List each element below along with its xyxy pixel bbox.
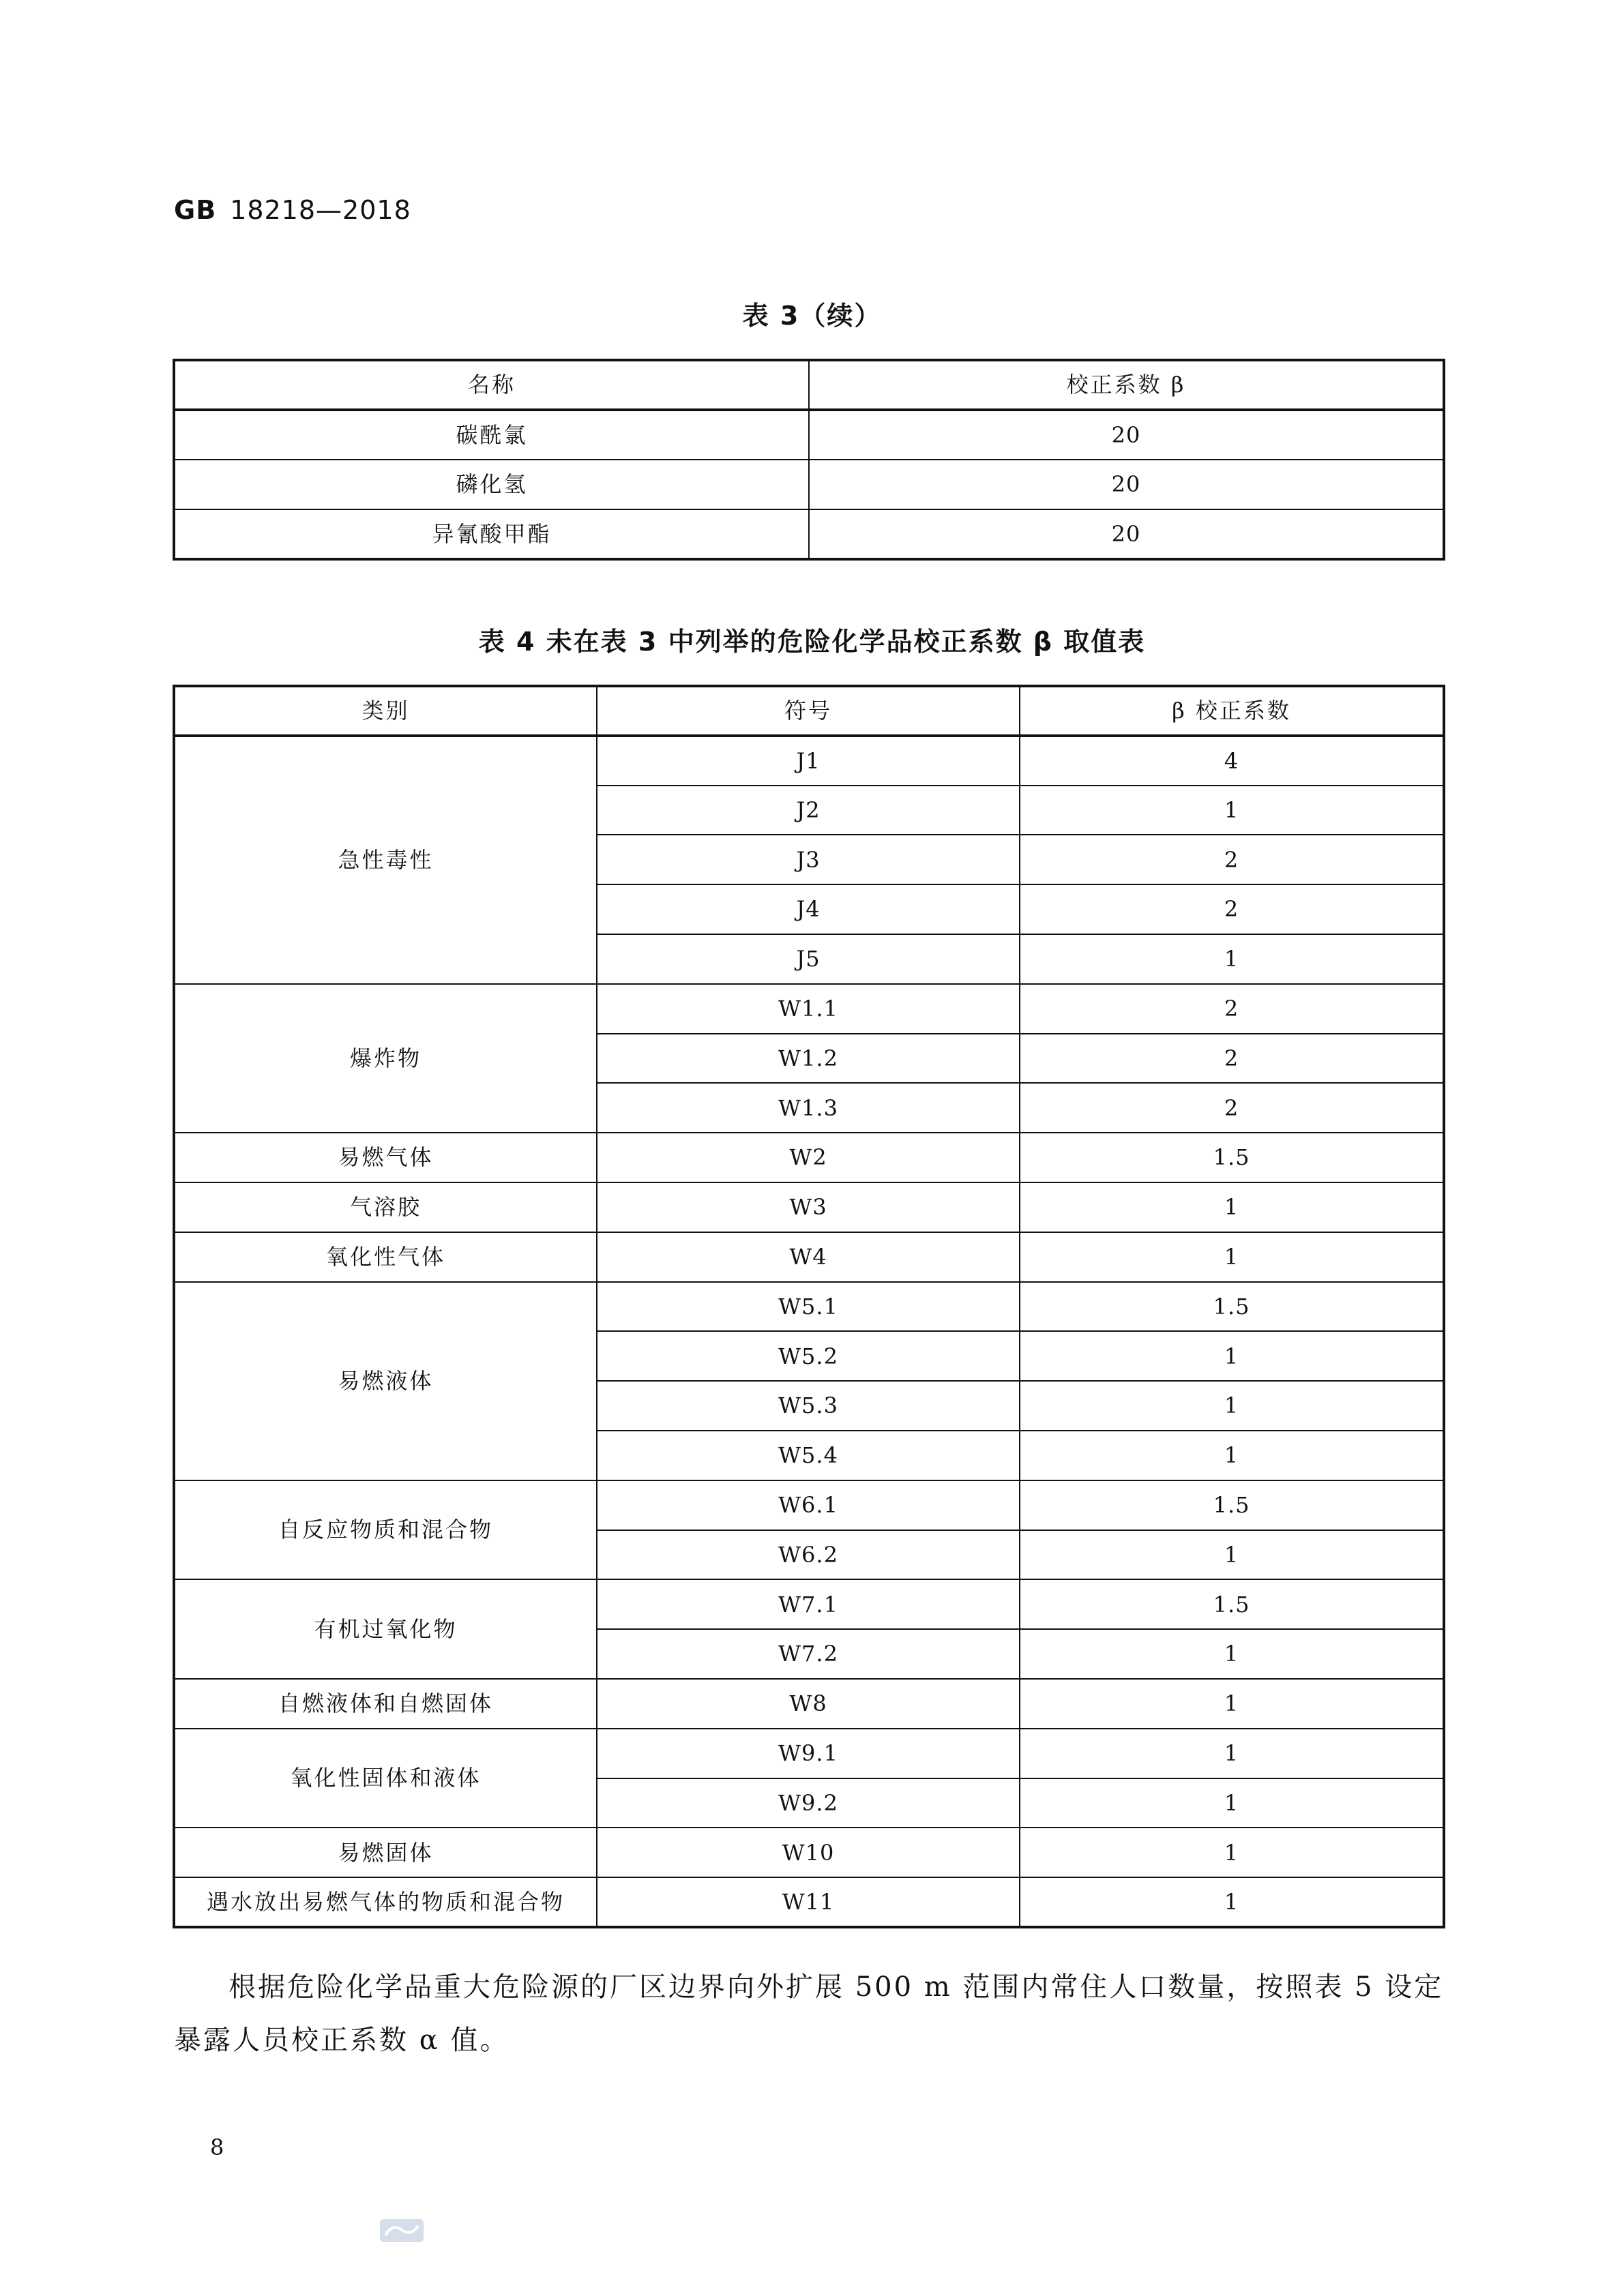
- beta-cell: 1: [1020, 1729, 1444, 1778]
- symbol-cell: W5.2: [597, 1331, 1020, 1381]
- category-cell: 气溶胶: [174, 1182, 597, 1232]
- beta-cell: 1: [1020, 934, 1444, 984]
- table-row: [174, 460, 1444, 509]
- beta-cell: 2: [1020, 1083, 1444, 1133]
- beta-cell: 1.5: [1020, 1282, 1444, 1332]
- table-row: [174, 410, 1444, 460]
- category-cell: 氧化性固体和液体: [174, 1729, 597, 1828]
- symbol-cell: J4: [597, 884, 1020, 934]
- sac-logo-icon: [379, 2216, 425, 2245]
- beta-cell: 1: [1020, 1431, 1444, 1480]
- category-cell: 氧化性气体: [174, 1232, 597, 1282]
- beta-cell: 1.5: [1020, 1480, 1444, 1530]
- beta-cell: 1: [1020, 786, 1444, 835]
- symbol-cell: W11: [597, 1877, 1020, 1927]
- beta-cell: 1: [1020, 1629, 1444, 1679]
- category-cell: 易燃气体: [174, 1133, 597, 1182]
- table-row: [174, 1480, 1444, 1530]
- symbol-cell: W3: [597, 1182, 1020, 1232]
- table-row: [174, 1579, 1444, 1629]
- symbol-cell: W5.4: [597, 1431, 1020, 1480]
- table3-beta-cell: 20: [809, 410, 1444, 460]
- beta-cell: 1: [1020, 1331, 1444, 1381]
- table4: [173, 685, 1445, 1928]
- beta-cell: 1: [1020, 1182, 1444, 1232]
- symbol-cell: J3: [597, 835, 1020, 884]
- table-row: [174, 1828, 1444, 1877]
- symbol-cell: J5: [597, 934, 1020, 984]
- table-row: [174, 984, 1444, 1034]
- beta-cell: 1: [1020, 1381, 1444, 1431]
- table4-header-beta: β 校正系数: [1020, 686, 1444, 736]
- symbol-cell: W10: [597, 1828, 1020, 1877]
- symbol-cell: W8: [597, 1679, 1020, 1729]
- table-row: [174, 1679, 1444, 1729]
- beta-cell: 2: [1020, 1034, 1444, 1084]
- beta-cell: 2: [1020, 984, 1444, 1034]
- table3-beta-cell: 20: [809, 460, 1444, 509]
- beta-cell: 4: [1020, 736, 1444, 786]
- beta-cell: 1: [1020, 1828, 1444, 1877]
- table4-caption: 表 4 未在表 3 中列举的危险化学品校正系数 β 取值表: [478, 627, 1146, 657]
- table3-beta-cell: 20: [809, 509, 1444, 559]
- category-cell: 自反应物质和混合物: [174, 1480, 597, 1580]
- table4-header-category: 类别: [174, 686, 597, 736]
- beta-cell: 1.5: [1020, 1579, 1444, 1629]
- beta-cell: 1.5: [1020, 1133, 1444, 1182]
- symbol-cell: W6.2: [597, 1530, 1020, 1580]
- table4-header-symbol: 符号: [597, 686, 1020, 736]
- table3-header-row: [174, 360, 1444, 410]
- beta-cell: 2: [1020, 884, 1444, 934]
- symbol-cell: J2: [597, 786, 1020, 835]
- beta-cell: 1: [1020, 1778, 1444, 1828]
- table3-name-cell: 磷化氢: [174, 460, 809, 509]
- body-paragraph: 根据危险化学品重大危险源的厂区边界向外扩展 500 m 范围内常住人口数量，按照表 5 设定暴露人员校正系数 α 值。: [174, 1971, 1444, 2056]
- table4-header-row: [174, 686, 1444, 736]
- category-cell: 有机过氧化物: [174, 1579, 597, 1679]
- symbol-cell: W7.2: [597, 1629, 1020, 1679]
- category-cell: 自燃液体和自燃固体: [174, 1679, 597, 1729]
- symbol-cell: W5.1: [597, 1282, 1020, 1332]
- table3-name-cell: 异氰酸甲酯: [174, 509, 809, 559]
- category-cell: 易燃液体: [174, 1282, 597, 1480]
- symbol-cell: W9.1: [597, 1729, 1020, 1778]
- category-cell: 易燃固体: [174, 1828, 597, 1877]
- table-row: [174, 736, 1444, 786]
- table3: [173, 359, 1445, 561]
- symbol-cell: W1.1: [597, 984, 1020, 1034]
- standard-code: GB: [174, 195, 217, 225]
- table-row: [174, 509, 1444, 559]
- table3-header-name: 名称: [174, 360, 809, 410]
- symbol-cell: W2: [597, 1133, 1020, 1182]
- category-cell: 急性毒性: [174, 736, 597, 984]
- table3-name-cell: 碳酰氯: [174, 410, 809, 460]
- table3-caption: 表 3（续）: [742, 301, 882, 331]
- standard-header: [174, 195, 411, 225]
- table4-body: [174, 736, 1444, 1927]
- table-row: [174, 1877, 1444, 1927]
- symbol-cell: W9.2: [597, 1778, 1020, 1828]
- beta-cell: 1: [1020, 1232, 1444, 1282]
- table-row: [174, 1182, 1444, 1232]
- beta-cell: 1: [1020, 1679, 1444, 1729]
- table-row: [174, 1232, 1444, 1282]
- category-cell: 爆炸物: [174, 984, 597, 1133]
- beta-cell: 1: [1020, 1530, 1444, 1580]
- standard-number: 18218—2018: [230, 195, 411, 225]
- table-row: [174, 1133, 1444, 1182]
- category-cell: 遇水放出易燃气体的物质和混合物: [174, 1877, 597, 1927]
- symbol-cell: W5.3: [597, 1381, 1020, 1431]
- page-number: 8: [210, 2134, 224, 2160]
- table-row: [174, 1282, 1444, 1332]
- symbol-cell: W4: [597, 1232, 1020, 1282]
- symbol-cell: J1: [597, 736, 1020, 786]
- table3-header-beta: 校正系数 β: [809, 360, 1444, 410]
- table-row: [174, 1729, 1444, 1778]
- symbol-cell: W7.1: [597, 1579, 1020, 1629]
- beta-cell: 2: [1020, 835, 1444, 884]
- symbol-cell: W6.1: [597, 1480, 1020, 1530]
- symbol-cell: W1.3: [597, 1083, 1020, 1133]
- beta-cell: 1: [1020, 1877, 1444, 1927]
- symbol-cell: W1.2: [597, 1034, 1020, 1084]
